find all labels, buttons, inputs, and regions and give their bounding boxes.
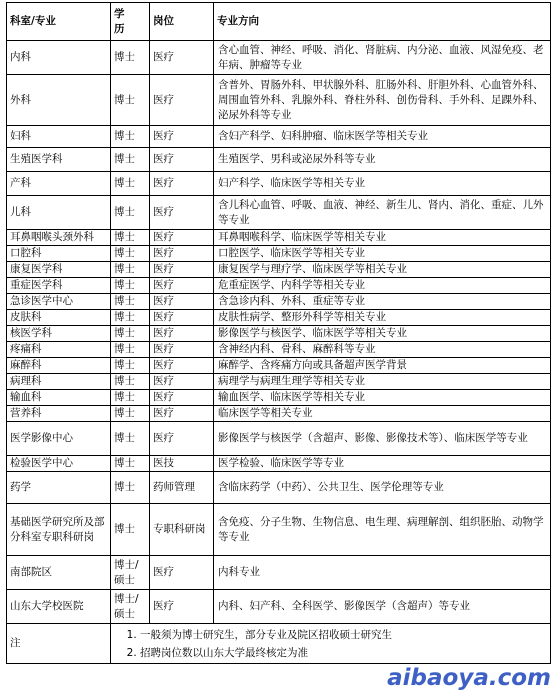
cell-direction: 生殖医学、男科或泌尿外科等专业 <box>214 148 551 172</box>
cell-degree: 博士 <box>111 472 150 504</box>
cell-post: 医疗 <box>150 75 214 126</box>
cell-dept: 营养科 <box>7 406 111 422</box>
cell-direction: 含神经内科、骨科、麻醉科等专业 <box>214 342 551 358</box>
table-row <box>7 126 551 148</box>
cell-direction: 危重症医学、内科学等相关专业 <box>214 278 551 294</box>
cell-direction: 影像医学与核医学（含超声、影像、影像技术等）、临床医学等专业 <box>214 422 551 456</box>
cell-dept: 医学影像中心 <box>7 422 111 456</box>
cell-post: 医疗 <box>150 310 214 326</box>
table-row <box>7 278 551 294</box>
header-degree: 学 历 <box>111 3 150 41</box>
cell-post: 医技 <box>150 456 214 472</box>
cell-direction: 口腔医学、临床医学等相关专业 <box>214 246 551 262</box>
site-watermark: aibaoya.com <box>387 665 551 691</box>
table-row <box>7 374 551 390</box>
cell-degree: 博士 <box>111 390 150 406</box>
cell-direction: 含临床药学（中药）、公共卫生、医学伦理等专业 <box>214 472 551 504</box>
cell-degree: 博士 <box>111 342 150 358</box>
table-row <box>7 422 551 456</box>
table-row <box>7 456 551 472</box>
table-row <box>7 246 551 262</box>
table-row <box>7 230 551 246</box>
table-row <box>7 196 551 230</box>
cell-post: 医疗 <box>150 390 214 406</box>
cell-dept: 急诊医学中心 <box>7 294 111 310</box>
cell-post: 医疗 <box>150 148 214 172</box>
table-row <box>7 262 551 278</box>
cell-direction: 含儿科心血管、呼吸、血液、神经、新生儿、肾内、消化、重症、儿外等专业 <box>214 196 551 230</box>
cell-post: 医疗 <box>150 358 214 374</box>
cell-degree: 博士 <box>111 422 150 456</box>
cell-dept: 妇科 <box>7 126 111 148</box>
cell-post: 医疗 <box>150 590 214 624</box>
cell-direction: 妇产科学、临床医学等相关专业 <box>214 172 551 196</box>
cell-dept: 麻醉科 <box>7 358 111 374</box>
cell-post: 医疗 <box>150 406 214 422</box>
cell-direction: 内科、妇产科、全科医学、影像医学（含超声）等专业 <box>214 590 551 624</box>
cell-post: 医疗 <box>150 422 214 456</box>
cell-degree: 博士 <box>111 406 150 422</box>
cell-dept: 病理科 <box>7 374 111 390</box>
cell-post: 药师管理 <box>150 472 214 504</box>
cell-dept: 儿科 <box>7 196 111 230</box>
notes-list <box>114 626 547 662</box>
cell-dept: 南部院区 <box>7 556 111 590</box>
cell-degree: 博士/硕士 <box>111 590 150 624</box>
cell-dept: 输血科 <box>7 390 111 406</box>
cell-post: 医疗 <box>150 278 214 294</box>
cell-degree: 博士 <box>111 246 150 262</box>
cell-post: 医疗 <box>150 41 214 75</box>
cell-direction: 输血医学、临床医学等相关专业 <box>214 390 551 406</box>
cell-degree: 博士 <box>111 262 150 278</box>
cell-direction: 内科专业 <box>214 556 551 590</box>
cell-dept: 生殖医学科 <box>7 148 111 172</box>
cell-direction: 耳鼻咽喉科学、临床医学等相关专业 <box>214 230 551 246</box>
cell-dept: 产科 <box>7 172 111 196</box>
cell-dept: 口腔科 <box>7 246 111 262</box>
table-row <box>7 390 551 406</box>
recruitment-table <box>6 2 551 664</box>
cell-post: 医疗 <box>150 556 214 590</box>
cell-post: 医疗 <box>150 230 214 246</box>
cell-direction: 含普外、胃肠外科、甲状腺外科、肛肠外科、肝胆外科、心血管外科、周围血管外科、乳腺外科、脊柱外科、创伤骨科、手外科、足踝外科、泌尿外科等专业 <box>214 75 551 126</box>
table-row <box>7 504 551 556</box>
cell-post: 专职科研岗 <box>150 504 214 556</box>
table-row <box>7 342 551 358</box>
cell-degree: 博士 <box>111 358 150 374</box>
cell-degree: 博士 <box>111 504 150 556</box>
cell-degree: 博士 <box>111 310 150 326</box>
note-item: 2. 招聘岗位数以山东大学最终核定为准 <box>140 644 547 662</box>
cell-dept: 山东大学校医院 <box>7 590 111 624</box>
header-dept: 科室/专业 <box>7 3 111 41</box>
table-row <box>7 148 551 172</box>
table-row <box>7 310 551 326</box>
cell-dept: 基础医学研究所及部分科室专职科研岗 <box>7 504 111 556</box>
cell-direction: 康复医学与理疗学、临床医学等相关专业 <box>214 262 551 278</box>
cell-direction: 麻醉学、含疼痛方向或具备超声医学背景 <box>214 358 551 374</box>
cell-degree: 博士 <box>111 278 150 294</box>
table-row <box>7 358 551 374</box>
cell-dept: 皮肤科 <box>7 310 111 326</box>
table-header-row <box>7 3 551 41</box>
cell-post: 医疗 <box>150 262 214 278</box>
table-row <box>7 41 551 75</box>
cell-degree: 博士 <box>111 126 150 148</box>
cell-dept: 疼痛科 <box>7 342 111 358</box>
cell-direction: 含免疫、分子生物、生物信息、电生理、病理解剖、组织胚胎、动物学等专业 <box>214 504 551 556</box>
cell-direction: 影像医学与核医学、临床医学等相关专业 <box>214 326 551 342</box>
cell-post: 医疗 <box>150 294 214 310</box>
cell-post: 医疗 <box>150 342 214 358</box>
cell-post: 医疗 <box>150 246 214 262</box>
cell-post: 医疗 <box>150 326 214 342</box>
cell-degree: 博士 <box>111 326 150 342</box>
cell-dept: 核医学科 <box>7 326 111 342</box>
table-row <box>7 172 551 196</box>
table-row <box>7 75 551 126</box>
cell-dept: 耳鼻咽喉头颈外科 <box>7 230 111 246</box>
cell-degree: 博士 <box>111 294 150 310</box>
cell-degree: 博士 <box>111 374 150 390</box>
note-item: 1. 一般须为博士研究生，部分专业及院区招收硕士研究生 <box>140 626 547 644</box>
cell-dept: 康复医学科 <box>7 262 111 278</box>
cell-dept: 检验医学中心 <box>7 456 111 472</box>
cell-direction: 病理学与病理生理学等相关专业 <box>214 374 551 390</box>
table-row <box>7 556 551 590</box>
cell-post: 医疗 <box>150 196 214 230</box>
cell-degree: 博士 <box>111 172 150 196</box>
header-direction: 专业方向 <box>214 3 551 41</box>
notes-label: 注 <box>7 624 111 664</box>
cell-degree: 博士 <box>111 196 150 230</box>
cell-dept: 重症医学科 <box>7 278 111 294</box>
table-row <box>7 326 551 342</box>
cell-direction: 医学检验、临床医学等专业 <box>214 456 551 472</box>
cell-dept: 外科 <box>7 75 111 126</box>
cell-dept: 药学 <box>7 472 111 504</box>
notes-content <box>111 624 551 664</box>
cell-direction: 皮肤性病学、整形外科学等相关专业 <box>214 310 551 326</box>
cell-direction: 含妇产科学、妇科肿瘤、临床医学等相关专业 <box>214 126 551 148</box>
cell-degree: 博士 <box>111 148 150 172</box>
cell-direction: 含急诊内科、外科、重症等专业 <box>214 294 551 310</box>
header-post: 岗位 <box>150 3 214 41</box>
table-row <box>7 590 551 624</box>
cell-degree: 博士/硕士 <box>111 556 150 590</box>
cell-direction: 临床医学等相关专业 <box>214 406 551 422</box>
cell-dept: 内科 <box>7 41 111 75</box>
cell-post: 医疗 <box>150 374 214 390</box>
table-row <box>7 294 551 310</box>
cell-post: 医疗 <box>150 126 214 148</box>
cell-degree: 博士 <box>111 41 150 75</box>
table-row <box>7 472 551 504</box>
cell-degree: 博士 <box>111 456 150 472</box>
notes-row <box>7 624 551 664</box>
cell-degree: 博士 <box>111 230 150 246</box>
cell-degree: 博士 <box>111 75 150 126</box>
cell-post: 医疗 <box>150 172 214 196</box>
cell-direction: 含心血管、神经、呼吸、消化、肾脏病、内分泌、血液、风湿免疫、老年病、肿瘤等专业 <box>214 41 551 75</box>
table-row <box>7 406 551 422</box>
